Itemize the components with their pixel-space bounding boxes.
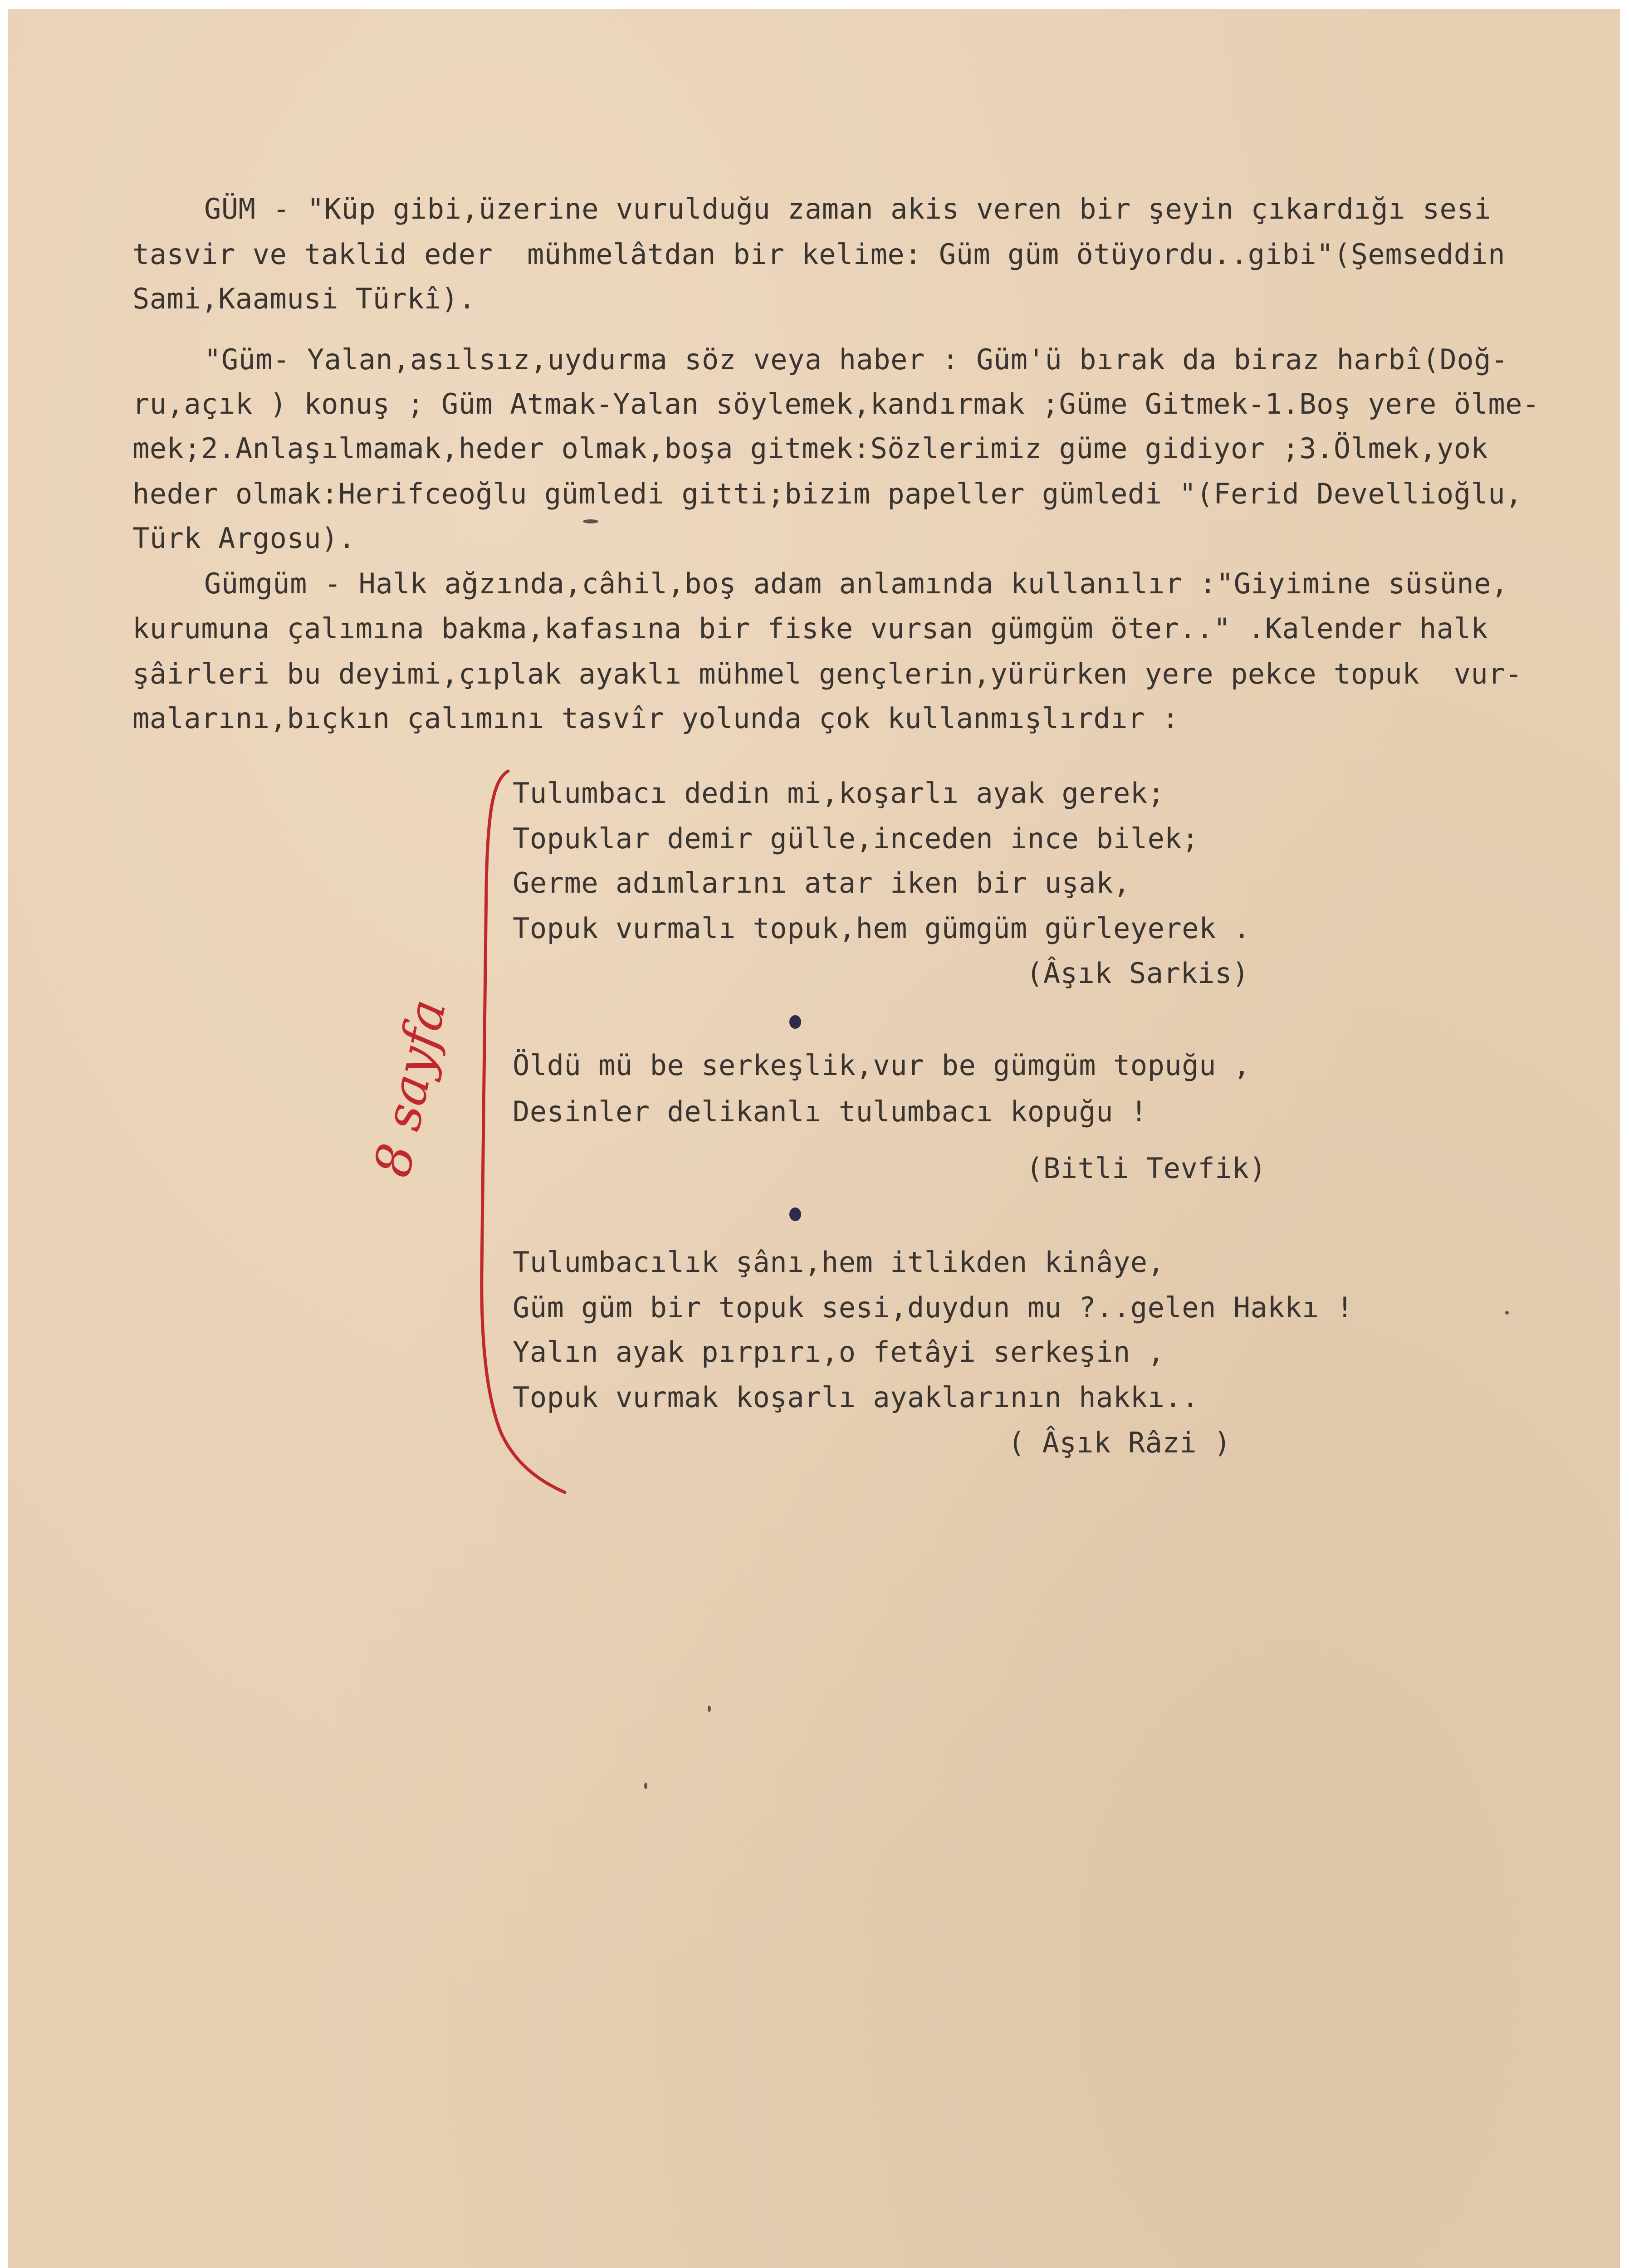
poem-2-line-2: Desinler delikanlı tulumbacı kopuğu !	[513, 1095, 1148, 1128]
paragraph-3-line-1: Gümgüm - Halk ağzında,câhil,boş adam anlamında kullanılır :"Giyimine süsüne,	[204, 567, 1508, 600]
poem-3-line-3: Yalın ayak pırpırı,o fetâyi serkeşin ,	[513, 1335, 1165, 1369]
paragraph-1-line-3: Sami,Kaamusi Türkî).	[132, 282, 476, 315]
paragraph-2-line-3: mek;2.Anlaşılmamak,heder olmak,boşa gitmek:Sözlerimiz güme gidiyor ;3.Ölmek,yok	[132, 432, 1488, 465]
paragraph-3-line-2: kurumuna çalımına bakma,kafasına bir fiske vursan gümgüm öter.." .Kalender halk	[132, 612, 1488, 645]
poem-3-line-2: Güm güm bir topuk sesi,duydun mu ?..gelen Hakkı !	[513, 1291, 1354, 1324]
svg-text:8 sayfa: 8 sayfa	[363, 994, 457, 1182]
separator-dot-2	[789, 1207, 801, 1221]
poem-1-attribution: (Âşık Sarkis)	[1026, 957, 1249, 990]
poem-3-attribution: ( Âşık Râzi )	[1008, 1426, 1231, 1459]
poem-2-line-1: Öldü mü be serkeşlik,vur be gümgüm topuğu ,	[513, 1049, 1251, 1082]
paragraph-2-line-4: heder olmak:Herifceoğlu gümledi gitti;bizim papeller gümledi "(Ferid Devellioğlu,	[132, 477, 1522, 510]
poem-1-line-1: Tulumbacı dedin mi,koşarlı ayak gerek;	[513, 777, 1165, 810]
paper-speck	[708, 1706, 711, 1712]
poem-2-attribution: (Bitli Tevfik)	[1026, 1152, 1267, 1185]
paper-speck	[644, 1783, 647, 1789]
paper-speck	[1505, 1311, 1509, 1315]
paragraph-2-line-1: "Güm- Yalan,asılsız,uydurma söz veya haber : Güm'ü bırak da biraz harbî(Doğ-	[204, 343, 1508, 376]
poem-3-line-1: Tulumbacılık şânı,hem itlikden kinâye,	[513, 1246, 1165, 1279]
paragraph-2-line-5: Türk Argosu).	[132, 522, 356, 555]
paragraph-1-line-2: tasvir ve taklid eder mühmelâtdan bir kelime: Güm güm ötüyordu..gibi"(Şemseddin	[132, 238, 1506, 271]
paragraph-2-line-2: ru,açık ) konuş ; Güm Atmak-Yalan söylemek,kandırmak ;Güme Gitmek-1.Boş yere ölme-	[132, 387, 1540, 420]
poem-1-line-4: Topuk vurmalı topuk,hem gümgüm gürleyerek .	[513, 912, 1251, 945]
paragraph-1-line-1: GÜM - "Küp gibi,üzerine vurulduğu zaman akis veren bir şeyin çıkardığı sesi	[204, 192, 1492, 225]
paragraph-3-line-4: malarını,bıçkın çalımını tasvîr yolunda çok kullanmışlırdır :	[132, 702, 1179, 735]
paragraph-3-line-3: şâirleri bu deyimi,çıplak ayaklı mühmel gençlerin,yürürken yere pekce topuk vur-	[132, 657, 1522, 690]
poem-1-line-2: Topuklar demir gülle,inceden ince bilek;	[513, 822, 1199, 855]
poem-1-line-3: Germe adımlarını atar iken bir uşak,	[513, 866, 1130, 899]
poem-3-line-4: Topuk vurmak koşarlı ayaklarının hakkı..	[513, 1381, 1199, 1414]
paper-speck	[583, 519, 598, 523]
separator-dot-1	[789, 1015, 801, 1029]
